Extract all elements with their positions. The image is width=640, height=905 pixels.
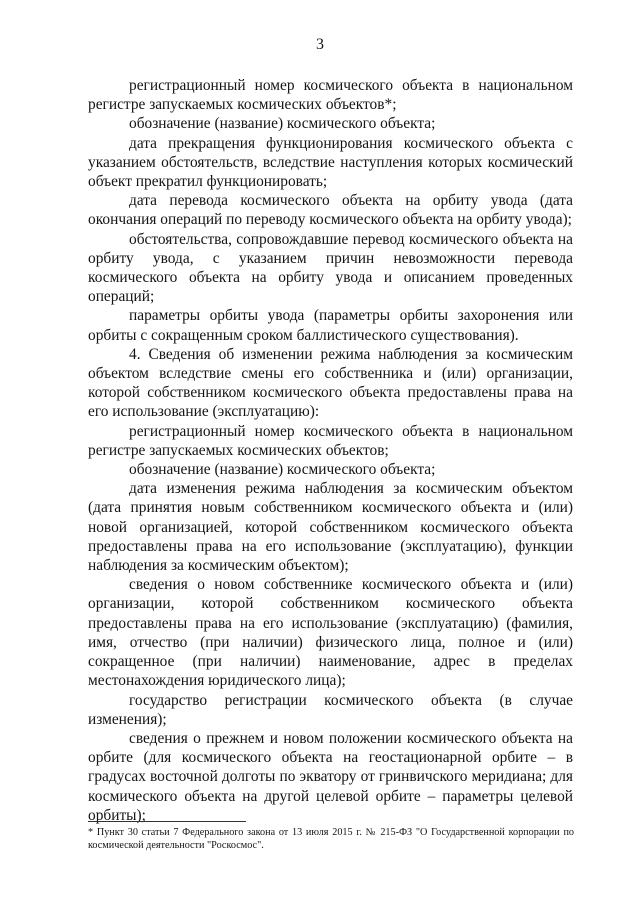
paragraph: обозначение (название) космического объекта; xyxy=(129,115,436,133)
paragraph: сведения о прежнем и новом положении космического объекта на орбите (для космического объекта на геостационарной орбите – в градусах восточной долготы по экватору от гринвичского меридиана; для космического объекта на другой целевой орбите – параметры целевой орбиты); xyxy=(88,729,573,824)
paragraph: регистрационный номер космического объекта в национальном регистре запускаемых космических объектов; xyxy=(88,422,573,459)
document-body xyxy=(88,76,573,825)
footnote: * Пункт 30 статьи 7 Федерального закона от 13 июля 2015 г. № 215-ФЗ "О Государственной корпорации по космической деятельности "Роскосмос". xyxy=(88,827,574,851)
paragraph: дата изменения режима наблюдения за космическим объектом (дата принятия новым собственником космического объекта и (или) новой организацией, которой собственником космического объекта предоставлены права на его использование (эксплуатацию), функции наблюдения за космическим объектом); xyxy=(88,480,573,575)
paragraph: обозначение (название) космического объекта; xyxy=(129,461,436,479)
paragraph: сведения о новом собственнике космического объекта и (или) организации, которой собственником космического объекта предоставлены права на его использование (эксплуатацию) (фамилия, имя, отчество (при наличии) физического лица, полное и (или) сокращенное (при наличии) наименование, адрес в пределах местонахождения юридического лица); xyxy=(88,576,573,690)
paragraph: государство регистрации космического объекта (в случае изменения); xyxy=(88,691,573,728)
paragraph: дата прекращения функционирования космического объекта с указанием обстоятельств, вследствие наступления которых космический объект прекратил функционировать; xyxy=(88,134,573,191)
paragraph: параметры орбиты увода (параметры орбиты захоронения или орбиты с сокращенным сроком баллистического существования). xyxy=(88,307,573,344)
paragraph: обстоятельства, сопровождавшие перевод космического объекта на орбиту увода, с указанием причин невозможности перевода космического объекта на орбиту увода и описанием проведенных операций; xyxy=(88,230,573,306)
paragraph: регистрационный номер космического объекта в национальном регистре запускаемых космических объектов*; xyxy=(88,77,573,114)
footnote-divider xyxy=(88,821,246,822)
page-number: 3 xyxy=(316,36,324,53)
paragraph: 4. Сведения об изменении режима наблюдения за космическим объектом вследствие смены его собственника и (или) организации, которой собственником космического объекта предоставлены права на его использование (эксплуатацию): xyxy=(88,345,573,421)
paragraph: дата перевода космического объекта на орбиту увода (дата окончания операций по переводу космического объекта на орбиту увода); xyxy=(88,192,573,229)
